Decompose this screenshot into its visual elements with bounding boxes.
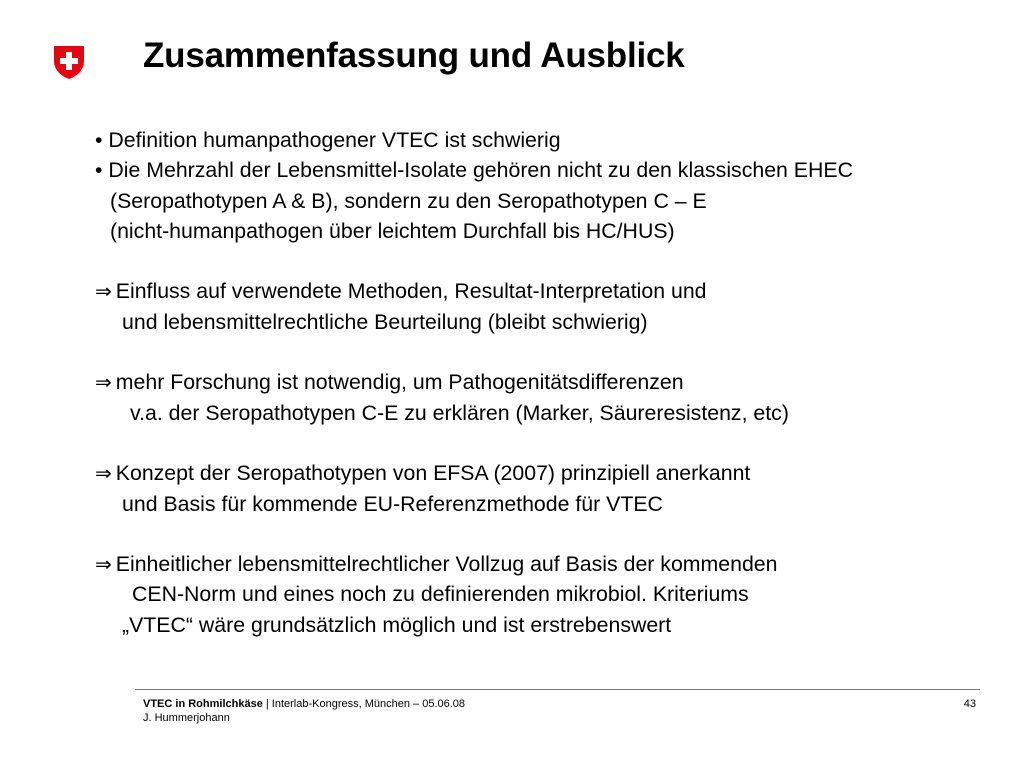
conclusion-line-2-cont: v.a. der Seropathotypen C-E zu erklären (Marker, Säureresistenz, etc) <box>130 400 789 425</box>
implies-arrow-icon: ⇒ <box>95 279 112 304</box>
footer-line-1 <box>143 697 465 711</box>
slide-title: Zusammenfassung und Ausblick <box>143 36 685 75</box>
bullet-line-2-cont-2: (nicht-humanpathogen über leichtem Durchfall bis HC/HUS) <box>110 218 675 243</box>
conclusion-text-1: Einfluss auf verwendete Methoden, Resultat-Interpretation und <box>115 279 707 304</box>
implies-arrow-icon: ⇒ <box>95 461 112 486</box>
footer-separator: | <box>262 698 272 710</box>
conclusion-line-3 <box>95 458 1015 488</box>
footer-author: J. Hummerjohann <box>143 712 230 724</box>
conclusion-text-4: Einheitlicher lebensmittelrechtlicher Vollzug auf Basis der kommenden <box>115 552 778 577</box>
conclusion-line-2 <box>95 367 1015 397</box>
footer-divider <box>135 689 980 690</box>
conclusion-line-4-cont-2: „VTEC“ wäre grundsätzlich möglich und ist erstrebenswert <box>122 612 672 637</box>
bullet-line-1: • Definition humanpathogener VTEC ist schwierig <box>95 128 561 152</box>
implies-arrow-icon: ⇒ <box>95 370 112 395</box>
conclusion-line-1 <box>95 276 1015 306</box>
footer-info <box>143 697 465 725</box>
page-number: 43 <box>963 698 976 710</box>
conclusion-line-4 <box>95 549 1015 579</box>
slide-body <box>95 125 1015 640</box>
conclusion-text-3: Konzept der Seropathotypen von EFSA (2007) prinzipiell anerkannt <box>115 461 751 486</box>
footer-topic: VTEC in Rohmilchkäse <box>143 698 263 710</box>
bullet-line-2: • Die Mehrzahl der Lebensmittel-Isolate gehören nicht zu den klassischen EHEC <box>95 158 853 183</box>
conclusion-line-1-cont: und lebensmittelrechtliche Beurteilung (bleibt schwierig) <box>122 309 648 334</box>
bullet-line-2-cont-1: (Seropathotypen A & B), sondern zu den Seropathotypen C – E <box>110 188 707 213</box>
conclusion-line-3-cont: und Basis für kommende EU-Referenzmethode für VTEC <box>122 491 663 516</box>
conclusion-text-2: mehr Forschung ist notwendig, um Pathogenitätsdifferenzen <box>115 370 684 395</box>
conclusion-line-4-cont-1: CEN-Norm und eines noch zu definierenden mikrobiol. Kriteriums <box>132 582 749 607</box>
implies-arrow-icon: ⇒ <box>95 552 112 577</box>
swiss-cross-shield-icon <box>52 44 86 80</box>
footer-event: Interlab-Kongress, München – 05.06.08 <box>271 698 466 710</box>
